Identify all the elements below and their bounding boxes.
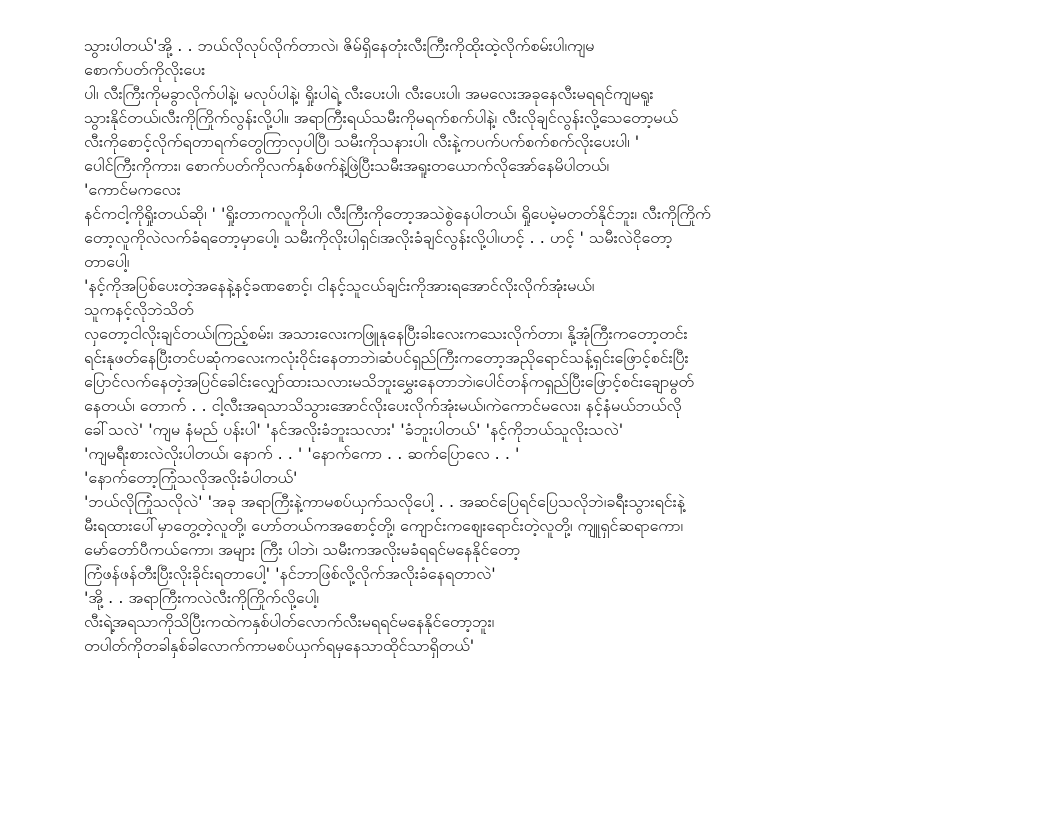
text-line: 'နောက်တော့ကြုံသလိုအလိုးခံပါတယ်' (84, 468, 298, 487)
document-body (84, 34, 964, 658)
text-line: သူကနင့်လိုဘဲသိတ် (84, 300, 194, 319)
text-line: 'ကောင်မကလေး (84, 180, 181, 199)
text-line: တော့လူကိုလဲလက်ခံရတော့မှာပေါ့၊ သမီးကိုလိုးပါရှင်၊အလိုးခံချင်လွန်းလို့ပါ၊ဟင့် . . ဟင့် ' သမီးလဲငိုတော့ (84, 228, 673, 247)
text-line: စောက်ပတ်ကိုလိုးပေး (84, 60, 206, 79)
text-line: ပါ၊ လီးကြီးကိုမခွာလိုက်ပါနဲ့၊ မလုပ်ပါနဲ့၊ ရှိုးပါရဲ့ လီးပေးပါ၊ လီးပေးပါ၊ အမလေးအခုနေလီးမရရင်ကျမရူး (84, 84, 654, 103)
text-line: 'နင့်ကိုအပြစ်ပေးတဲ့အနေနဲ့နင့်ခဏစောင့်၊ ငါနင့်သူငယ်ချင်းကိုအားရအောင်လိုးလိုက်အုံးမယ်၊ (84, 276, 595, 295)
text-line: ပေါင်ကြီးကိုကား၊ စောက်ပတ်ကိုလက်နှစ်ဖက်နဲ့ဖြဲပြီးသမီးအရူးတယောက်လိုအော်နေမိပါတယ်၊ (84, 156, 610, 175)
text-line: ကြံဖန်ဖန်တီးပြီးလိုးခိုင်းရတာပေါ့' 'နင်ဘာဖြစ်လို့လိုက်အလိုးခံနေရတာလဲ' (84, 564, 496, 583)
text-line: တာပေါ့၊ (84, 252, 130, 271)
text-line: လီးရဲ့အရသာကိုသိပြီးကထဲကနှစ်ပါတ်လောက်လီးမရရင်မနေနိုင်တော့ဘူး၊ (84, 612, 495, 631)
text-line: တပါတ်ကိုတခါနှစ်ခါလောက်ကာမစပ်ယှက်ရမှနေသာထိုင်သာရှိတယ်' (84, 636, 475, 655)
text-line: သွားပါတယ်'အို့ . . ဘယ်လိုလုပ်လိုက်တာလဲ၊ ဇိမ်ရှိနေတုံးလီးကြီးကိုထိုးထဲ့လိုက်စမ်းပါ၊ကျမ (84, 36, 595, 55)
text-line: ရင်းနုဖတ်နေပြီးတင်ပဆုံကလေးကလုံးဝိုင်းနေတာဘဲ၊ဆံပင်ရှည်ကြီးကတော့အညိုရောင်သန့်ရှင်းဖြောင့်စင်းပြီး (84, 348, 689, 367)
text-line: သွားနိုင်တယ်၊လီးကိုကြိုက်လွန်းလို့ပါ။ အရာကြီးရယ်သမီးကိုမရက်စက်ပါနဲ့၊ လီးလိုချင်လွန်းလို့သေတော့မယ် (84, 108, 678, 127)
text-line: လီးကိုစောင့်လိုက်ရတာရက်တွေကြာလှပါပြီ၊ သမီးကိုသနားပါ၊ လီးနဲ့ကပက်ပက်စက်စက်လိုးပေးပါ၊ ' (84, 132, 640, 151)
text-line: 'ဘယ်လိုကြုံသလိုလဲ' 'အခု အရာကြီးနဲ့ကာမစပ်ယှက်သလိုပေါ့ . . အဆင်ပြေရင်ပြေသလိုဘဲ၊ခရီးသွားရင်းနဲ့ (84, 492, 685, 511)
text-line: 'အို့ . . အရာကြီးကလဲလီးကိုကြိုက်လို့ပေါ့၊ (84, 588, 319, 607)
text-line: မော်တော်ပီကယ်ကော၊ အများ ကြီး ပါဘဲ၊ သမီးကအလိုးမခံရရင်မနေနိုင်တော့ (84, 540, 521, 559)
text-line: ပြောင်လက်နေတဲ့အပြင်ခေါင်းလျှော်ထားသလားမသိဘူးမွှေးနေတာဘဲ၊ပေါင်တန်ကရှည်ပြီးဖြောင့်စင်းချောမွတ် (84, 372, 694, 391)
text-line: 'ကျမရီးစားလဲလိုးပါတယ်၊ နောက် . . ' 'နောက်ကော . . ဆက်ပြောလေ . . ' (84, 444, 520, 463)
text-line: လှတော့ငါလိုးချင်တယ်၊ကြည့်စမ်း၊ အသားလေးကဖြူနုနေပြီးခါးလေးကသေးလိုက်တာ၊ နို့အုံကြီးကတော့တင်း (84, 324, 688, 343)
text-line: မီးရထားပေါ်မှာတွေ့တဲ့လူတို့၊ ဟော်တယ်ကအစောင့်တို့၊ ကျောင်းကစျေးရောင်းတဲ့လူတို့၊ ကျူရှင်ဆရာကော၊ (84, 516, 684, 535)
text-line: နေတယ်၊ တောက် . . ငါ့လီးအရသာသိသွားအောင်လိုးပေးလိုက်အုံးမယ်၊ကဲကောင်မလေး၊ နင့်နံမယ်ဘယ်လို (84, 396, 682, 415)
text-line: ခေါ်သလဲ' 'ကျမ နံမည် ပန်းပါ' 'နင်အလိုးခံဘူးသလား' 'ခံဘူးပါတယ်' 'နင့်ကိုဘယ်သူလိုးသလဲ' (84, 420, 624, 439)
text-line: နင်ကငါ့ကိုရှိုးတယ်ဆို၊ ' 'ရှိုးတာကလူကိုပါ၊ လီးကြီးကိုတော့အသဲစွဲနေပါတယ်၊ ရှိုပေမဲ့မတတ်နိုင်ဘူး၊ လီးကိုကြိုက် (84, 204, 711, 223)
